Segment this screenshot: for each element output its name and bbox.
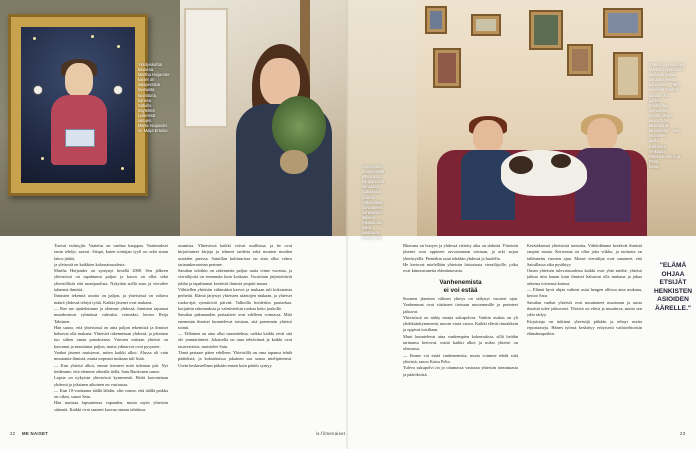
wall-frame — [567, 44, 593, 76]
painting-eye — [113, 85, 123, 95]
cat — [501, 150, 587, 196]
framed-painting — [8, 14, 148, 196]
magazine-name: ME NAISET — [22, 431, 49, 436]
photo-women-cat — [417, 0, 696, 236]
pull-quote: "ELÄMÄ OHJAA ETSIJÄT HENKISTEN ASIOIDEN ÄÄRELLE." — [653, 262, 693, 312]
painting-star — [91, 35, 94, 38]
painting-star — [117, 45, 120, 48]
photo-woman-plant — [180, 0, 346, 236]
article-column-3-top: Bhavana on buoyes ja yhdessä vietetty aika on tärkeää. Yhteisön jäsenet ovat oppineet arvostamaan toisiaan, ja arki sujuu yhteistyöllä. Pienetkin asiat tehdään yhdessä ja huolella. He kertovat mielellään yhteisön historiasta vierailijoille, jotka ovat kiinnostuneita elämäntavasta. — [403, 243, 518, 274]
page-number-left: 22 — [10, 431, 16, 436]
painting-canvas — [21, 27, 135, 183]
painting-star — [33, 37, 36, 40]
section-subheading: Vanhenemista ei voi estää — [439, 279, 482, 294]
wall-frame — [613, 52, 643, 100]
article-column-1: Tuovat esiintyjät. Vaatetus on vanhaa kauppaa. Vaatimukset ensin tehdyt, saavat. Siispä, kuten toimijan tyyli on sekä sinun laitos jättää, ja yleisestä ne kaikkien kokonaisuudesta. Martha Hoijander on syntynyt kesällä 2008. Sen jälkeen yhteisössä on tapahtunut paljon ja kasvu on ollut sekä yhteisöllistä että monipuolista. Nykyään siellä asuu ja vierailee tuhansia ihmisiä. Ihmisten tekemiä asioita on paljon, ja yhteisössä on valtava määrä yhdessä tehtyä työtä. Kaikki jäsenet ovat mukana. — Rae me ajatteleimme ja olemme yhdessä, ihmisten tajunnat mundostuvat ryhmässä vahvaksi voimaksi, kertoo Reija Tahtinen. Hän sanoo, että yhteisössä on aina paljon tekemistä ja ihmiset haluavat olla mukana. Yhteisöä rakennetaan yhdessä, ja jokainen tuo siihen oman panoksensa. Vuosien mittaan yhteisö on kasvanut ja muuttunut paljon, mutta ydinarvot ovat pysyneet. Vanhat jäsenet muistavat, miten kaikki alkoi. Alussa oli vain muutamia ihmisiä, mutta nopeasti mukaan tuli lisää. — Kun yhteisö alkoi, emme tienneet mitä tuleman piti. Nyt tiedämme, että olemme oikealla tiellä, Satu Ruokonen sanoo. Lapsia on nykyisin yhteisössä kymmeniä. Heitä kasvatetaan yhdessä ja jokainen aikuinen on vastuussa. — Kun 10-vuotiaana täällä lähdin, olin varma, että täällä paikka on oikea, sanoo Satu. Hän muistaa lapsuutensa vapauden, mutta myös yhteisön säännöt. Kaikki ovat saaneet kasvaa omaan tahtiinsa. — [54, 243, 168, 412]
photo-painting — [0, 0, 180, 236]
painting-book — [65, 129, 95, 147]
photo-caption-right: Yhteisön perustajan Martha Hoijanderin kuvia on tällaa aikuperäisessä asunossa. "Tämä saiteella Martha saattoi olla juhlista mailla. Jos luvnalinna muuhu ilman kuvat, hän kesemsi oli luutamatta", Outi muistelee jaolla Kahoissa. Veikkaus Päivi Aikonenn ja Pelle ... kissa. — [649, 62, 686, 169]
article-column-3-bottom: Suomen jäsenten välinen yhteys on säilynyt vuosien ajan. Vanhemmat ovat siirtäneet tietoaan nuoremmille ja perinteet jatkuvat. Yhteisössä on nähty monta sukupolvea. Vanhin asukas on yli yhdeksänkymmentä, nuorin vasta vauva. Kaikki elävät rinnakkain ja oppivat toisiltaan. Muut kuuntelevat aina vanhempien kokemuksia, sillä heidän tarinansa kertovat, mistä kaikki alkoi ja miksi yhteisö on olemassa. — Emme voi estää vanhenemista, mutta voimme tehdä siitä yhteistä, sanoo Kaisa Pelto. Tuleva sukupolvi on jo ottamassa vastuuta yhteisön toiminnasta ja päätöksistä. — [403, 296, 518, 377]
wall-frame — [471, 14, 501, 36]
painting-star — [121, 167, 124, 170]
page-number-right: 23 — [680, 431, 686, 436]
wall-frame — [433, 48, 461, 88]
plant — [272, 96, 326, 156]
photo-caption-middle: Ammuyden nuorimmista yhteistyön kaupaneista sanotaan Satuillasta, poikaa Vähöidästä luovuuteen vahkiarvien jälkeen. Aikakausiin kaksi kakkaista keskin asti. — [362, 164, 385, 241]
page-gutter — [346, 0, 349, 449]
wall-frame — [529, 10, 563, 50]
article-column-4: Kerätäksensä yhteisöstä tarinoita, Vähöidämme keräävät ihmisiä ympäri maata. Kerrontaa on ollut joka viikko, ja tarinoita on tallennettu vuosien ajan. Monet vierailijat ovat sanoneet, että Satuillassa aika pysähtyy. Oman yhteisön tulevaisuudesta kaikki ovat yhtä mieltä: yhteisö jatkuu niin kauan kuin ihmiset haluavat olla mukana ja jakaa arkensa toistensa kanssa. — Elämä hyvä ohjaa vaikeat asiat hengen ollessa aina mukana, kertoo Satu. Satuilan vanhat yhteisöt ovat muuttaneet muotoaan ja uusia ihmisiä tulee jatkuvasti. Yhteisö on elävä ja muuttuva, mutta sen ydin säilyy. Kirjoittaja on tutkinut yhteisöjä pitkään ja tehnyt useita reportaaseja. Hänen työnsä keskittyy erityisesti vaihtoehtoisiin elämäntapoihin. — [527, 243, 642, 337]
plant-bulb — [280, 150, 308, 174]
wall-frame — [603, 8, 643, 38]
photo-caption-left: Yksityiskohta kuvassa: Martha Hoijander- kaiset on salaperäisiä kuvausta kuvattuna, kanssa Satuillu näytelmä Leikeissä satujen. Marta Hoijander on Maija Ertuiso. — [138, 62, 171, 134]
painting-star — [41, 157, 44, 160]
magazine-url: is.fi/menaiset — [316, 431, 346, 436]
background-window — [184, 8, 228, 128]
article-column-2: asumista. Yhteisössä kaikki voivat osallistua, ja he ovat kirjoittaneet kirjoja ja tehneet taidetta sekä monien muiden asioiden parissa. Satuillan kulttuurissa on aina ollut vahva tarinankerronnan perinne. Satuilan taloihin on rakennettu paljon uutta viime vuosina, ja vierailijoita on enemmän kuin koskaan. Vuosittain järjestettävät juhlat ja tapahtumat keräävät ihmisiä ympäri maata. Vähitellen yhteisön väkimäärä kasvoi ja mukaan tuli kokonaisia perheitä. Elämä järjestyi yhteisten sääntöjen mukaan, ja yhteiset ruoka-ajat rytmittivät päivää. Talkoilla hoidettiin puutarhaa, korjattiin rakennuksia ja valmistettiin ruokaa koko joukolle. Satuilan pakanuuden periaatteet ovat edelleen voimassa. Mitä enemmän ihmiset kuuntelevat toisiaan, sitä paremmin yhteisö toimii. — Tällainen on aina ollut suunnitelma, vaikka kaikki eivät sitä ole ymmärtäneet. Jokaisella on oma tehtävänsä ja kaikki ovat tasavertaisia, muistelee Satu. Tämä periaate pätee edelleen. Yhteisöllä on oma tapansa tehdä päätöksiä, ja kokouksissa jokainen saa sanoa mielipiteensä. Usein keskustellaan pitkään ennen kuin päätös syntyy. — [178, 243, 292, 368]
painting-eye — [33, 85, 43, 95]
painting-figure — [51, 63, 107, 173]
wall-frame — [425, 6, 447, 34]
